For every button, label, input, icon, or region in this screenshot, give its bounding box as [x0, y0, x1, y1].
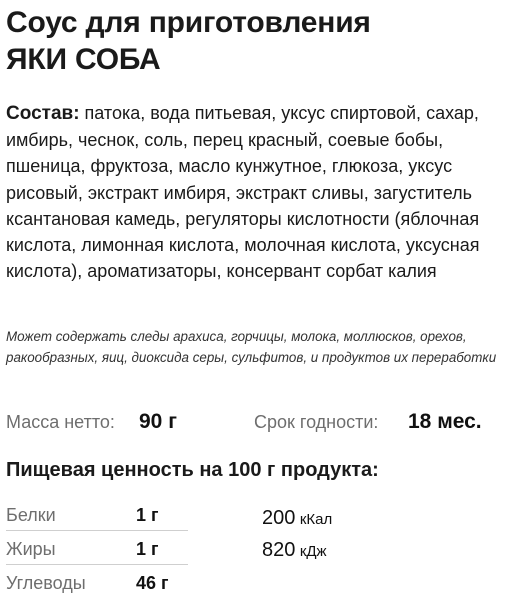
- product-title-line-1: Соус для приготовления: [6, 6, 371, 39]
- net-weight-label: Масса нетто:: [6, 412, 115, 432]
- nutrition-row-protein: [6, 502, 196, 532]
- energy-unit: кДж: [299, 543, 327, 560]
- allergen-note: Может содержать следы арахиса, горчицы, молока, моллюсков, орехов, ракообразных, яиц, диоксида серы, сульфитов, и продуктов их переработки: [6, 329, 497, 365]
- net-weight-value: 90 г: [139, 410, 177, 433]
- energy-value: 820: [262, 539, 296, 561]
- nutrition-label: Углеводы: [6, 573, 86, 593]
- shelf-life-value: 18 мес.: [408, 410, 482, 433]
- nutrition-value: 1 г: [136, 539, 159, 559]
- energy-unit: кКал: [299, 511, 333, 528]
- product-title-line-2: ЯКИ СОБА: [6, 43, 161, 76]
- composition-label: Состав:: [6, 103, 80, 124]
- shelf-life-label: Срок годности:: [254, 412, 379, 432]
- composition-text: патока, вода питьевая, уксус спиртовой, сахар, имбирь, чеснок, соль, перец красный, соевые бобы, пшеница, фруктоза, масло кунжутное, глюкоза, уксус рисовый, экстракт имбиря, экстракт сливы, загуститель ксантановая камедь, регуляторы кислотности (яблочная кислота, лимонная кислота, молочная кислота, уксусная кислота), ароматизаторы, консервант сорбат калия: [6, 103, 480, 282]
- nutrition-label: Белки: [6, 505, 56, 525]
- nutrition-title: Пищевая ценность на 100 г продукта:: [6, 459, 379, 481]
- divider: [6, 530, 188, 531]
- energy-value: 200: [262, 507, 296, 529]
- divider: [6, 564, 188, 565]
- nutrition-row-fat: [6, 536, 196, 566]
- energy-kcal: [262, 504, 462, 534]
- composition-block: [6, 100, 506, 284]
- nutrition-value: 46 г: [136, 573, 169, 593]
- nutrition-label: Жиры: [6, 539, 56, 559]
- meta-row: [6, 408, 506, 438]
- energy-kj: [262, 536, 462, 566]
- nutrition-value: 1 г: [136, 505, 159, 525]
- nutrition-row-carbs: [6, 570, 196, 600]
- product-title: [6, 4, 506, 78]
